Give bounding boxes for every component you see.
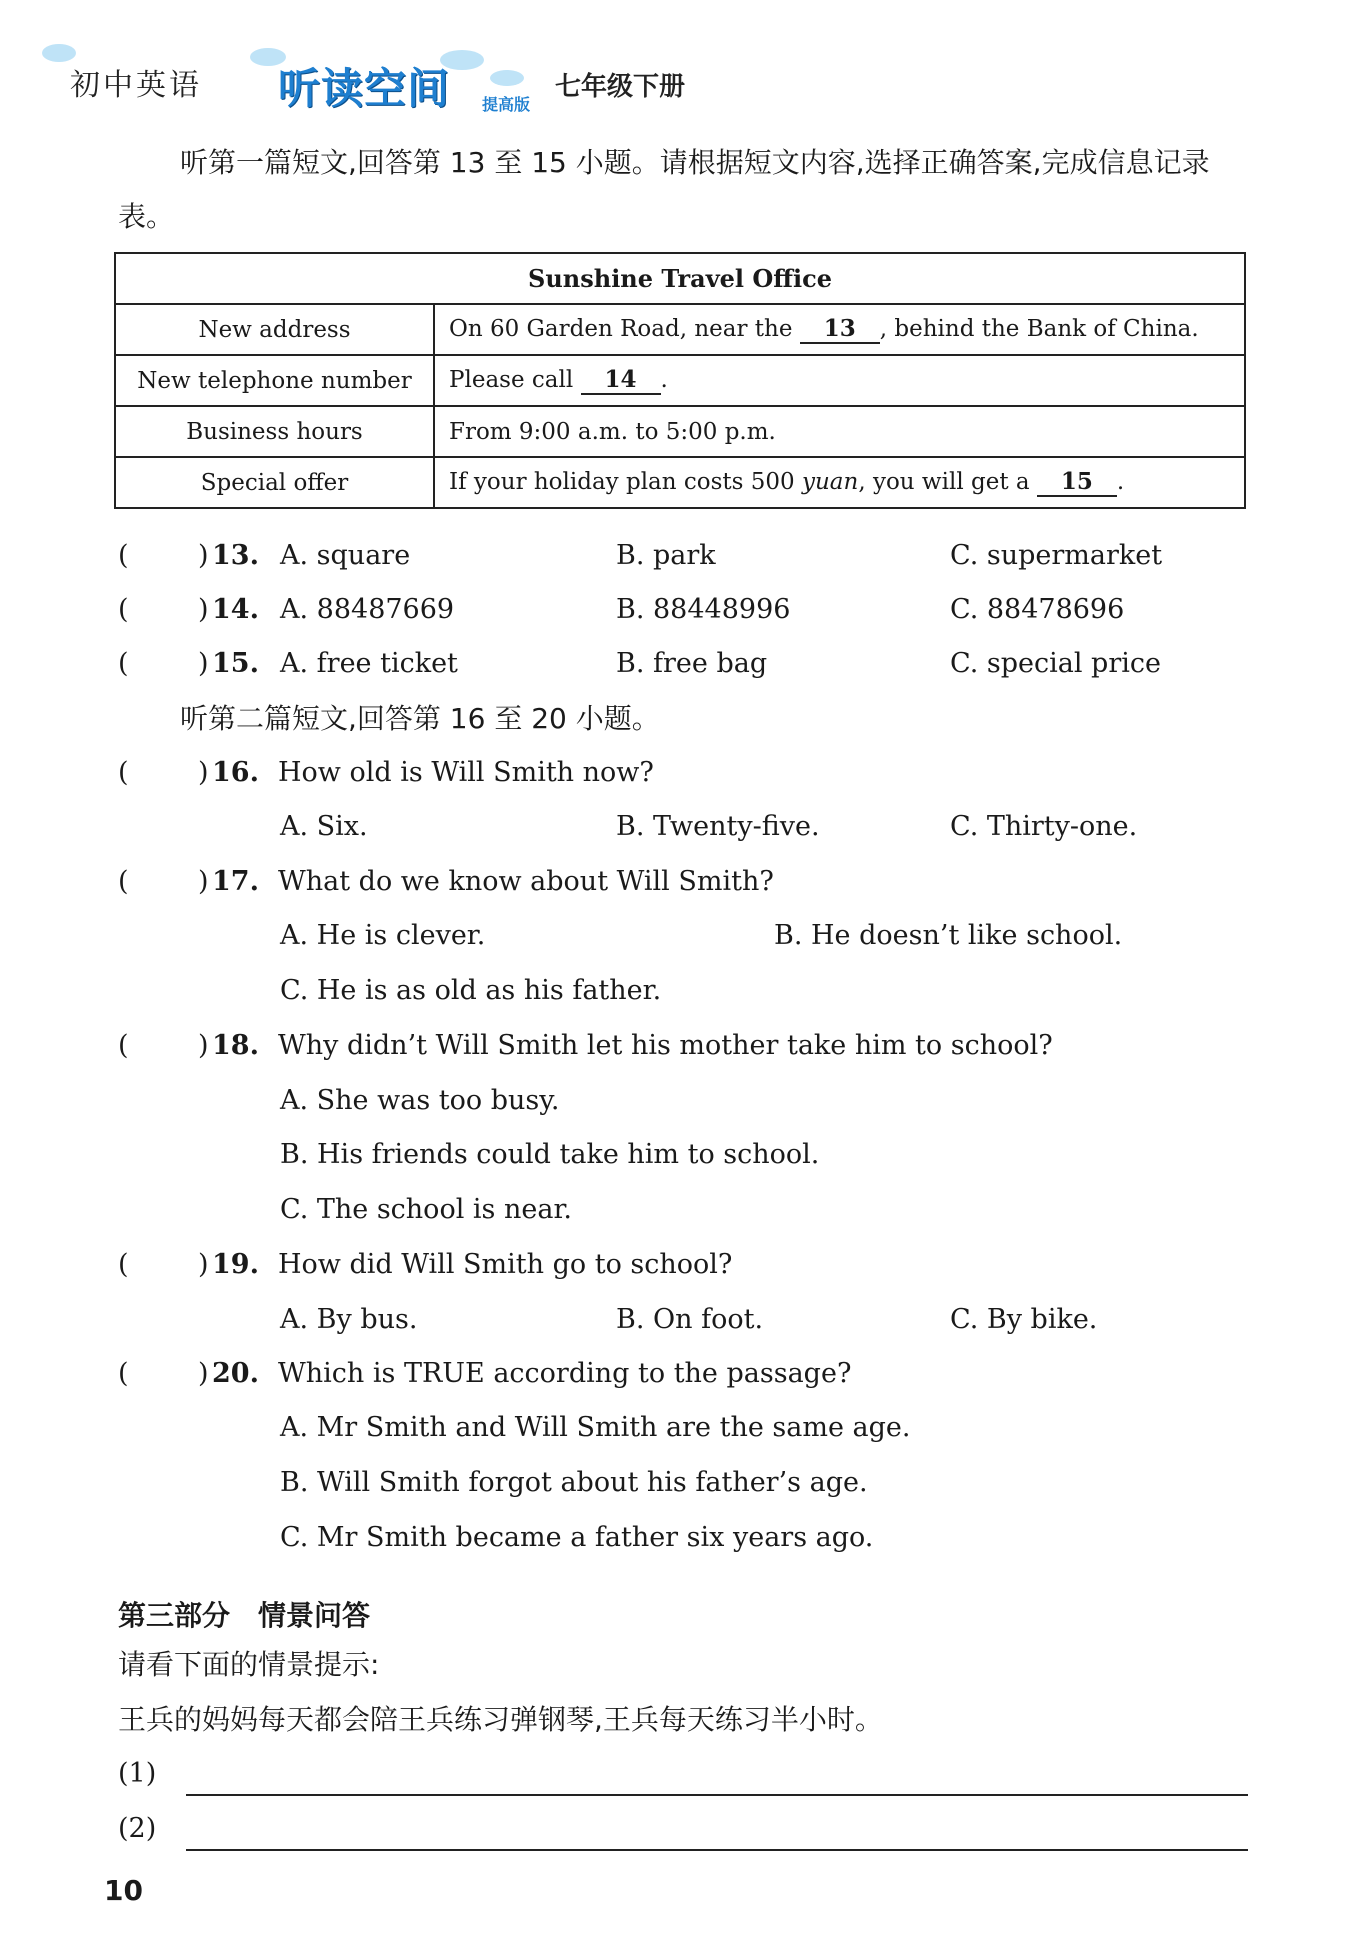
option-c[interactable]: C. He is as old as his father. <box>280 975 662 1006</box>
answer-paren-open[interactable]: ( <box>118 757 129 788</box>
question-number: 13. <box>212 540 259 571</box>
row-text: . <box>660 367 668 393</box>
option-a[interactable]: A. free ticket <box>280 648 458 679</box>
answer-paren-close: ) <box>198 1030 209 1061</box>
brand-logo: 听读空间 <box>278 64 451 113</box>
row-label: New telephone number <box>115 355 434 406</box>
table-row <box>115 304 1245 355</box>
option-c[interactable]: C. Mr Smith became a father six years ago. <box>280 1522 874 1553</box>
option-b[interactable]: B. free bag <box>616 648 768 679</box>
row-label: Special offer <box>115 457 434 508</box>
question-text: How old is Will Smith now? <box>278 757 654 788</box>
option-a[interactable]: A. 88487669 <box>280 594 455 625</box>
option-b[interactable]: B. Will Smith forgot about his father’s age. <box>280 1467 868 1498</box>
option-b[interactable]: B. park <box>616 540 716 571</box>
question-number: 18. <box>212 1030 259 1061</box>
row-text-italic: yuan <box>802 469 859 495</box>
answer-paren-close: ) <box>198 594 209 625</box>
page-header <box>50 50 750 130</box>
question-number: 20. <box>212 1358 259 1389</box>
table-row <box>115 355 1245 406</box>
option-a[interactable]: A. square <box>280 540 411 571</box>
option-b[interactable]: B. Twenty-five. <box>616 811 820 842</box>
row-value <box>434 457 1245 508</box>
row-text: . <box>1116 469 1125 495</box>
option-a[interactable]: A. She was too busy. <box>280 1085 560 1116</box>
line-label: (1) <box>118 1758 157 1789</box>
option-c[interactable]: C. The school is near. <box>280 1194 572 1225</box>
question-text: What do we know about Will Smith? <box>278 866 774 897</box>
option-a[interactable]: A. Six. <box>280 811 368 842</box>
question-text: Which is TRUE according to the passage? <box>278 1358 852 1389</box>
row-value: From 9:00 a.m. to 5:00 p.m. <box>434 406 1245 457</box>
series-title: 初中英语 <box>70 68 202 103</box>
row-value <box>434 304 1245 355</box>
answer-paren-close: ) <box>198 866 209 897</box>
question-text: How did Will Smith go to school? <box>278 1249 733 1280</box>
answer-paren-open[interactable]: ( <box>118 540 129 571</box>
row-text: Please call <box>449 367 574 393</box>
option-a[interactable]: A. Mr Smith and Will Smith are the same age. <box>280 1412 911 1443</box>
cloud-decoration <box>490 70 524 86</box>
question-number: 19. <box>212 1249 259 1280</box>
answer-paren-open[interactable]: ( <box>118 1358 129 1389</box>
answer-blank-15[interactable]: 15 <box>1037 468 1117 497</box>
question-number: 15. <box>212 648 259 679</box>
instruction-passage-1: 听第一篇短文,回答第 13 至 15 小题。请根据短文内容,选择正确答案,完成信息记录表。 <box>118 146 1210 233</box>
info-table <box>114 252 1246 509</box>
row-text: If your holiday plan costs 500 <box>449 469 795 495</box>
edition-label: 提高版 <box>482 95 531 114</box>
answer-paren-close: ) <box>198 1358 209 1389</box>
option-c[interactable]: C. special price <box>950 648 1161 679</box>
question-number: 14. <box>212 594 259 625</box>
option-b[interactable]: B. 88448996 <box>616 594 791 625</box>
row-label: New address <box>115 304 434 355</box>
answer-blank-14[interactable]: 14 <box>581 366 661 395</box>
answer-line-1 <box>118 1758 156 1789</box>
row-label: Business hours <box>115 406 434 457</box>
option-c[interactable]: C. 88478696 <box>950 594 1125 625</box>
option-b[interactable]: B. He doesn’t like school. <box>774 920 1123 951</box>
table-row <box>115 457 1245 508</box>
option-b[interactable]: B. His friends could take him to school. <box>280 1139 820 1170</box>
table-row <box>115 406 1245 457</box>
page-number: 10 <box>104 1874 143 1907</box>
option-c[interactable]: C. supermarket <box>950 540 1163 571</box>
table-title: Sunshine Travel Office <box>115 253 1245 304</box>
question-number: 16. <box>212 757 259 788</box>
option-a[interactable]: A. He is clever. <box>280 920 486 951</box>
answer-paren-open[interactable]: ( <box>118 1249 129 1280</box>
option-b[interactable]: B. On foot. <box>616 1304 764 1335</box>
answer-paren-close: ) <box>198 1249 209 1280</box>
option-a[interactable]: A. By bus. <box>280 1304 418 1335</box>
answer-paren-open[interactable]: ( <box>118 594 129 625</box>
answer-paren-close: ) <box>198 757 209 788</box>
answer-paren-open[interactable]: ( <box>118 648 129 679</box>
scenario-prompt: 请看下面的情景提示: <box>118 1648 380 1681</box>
question-number: 17. <box>212 866 259 897</box>
instruction-passage-2: 听第二篇短文,回答第 16 至 20 小题。 <box>180 702 660 735</box>
answer-paren-open[interactable]: ( <box>118 1030 129 1061</box>
row-text: , you will get a <box>858 469 1030 495</box>
answer-paren-close: ) <box>198 648 209 679</box>
section-title: 第三部分 情景问答 <box>118 1599 371 1632</box>
answer-paren-open[interactable]: ( <box>118 866 129 897</box>
answer-paren-close: ) <box>198 540 209 571</box>
row-text: On 60 Garden Road, near the <box>449 316 793 342</box>
answer-line-2 <box>118 1813 156 1844</box>
row-text: , behind the Bank of China. <box>879 316 1199 342</box>
answer-line-input[interactable] <box>186 1794 1248 1796</box>
scenario-text: 王兵的妈妈每天都会陪王兵练习弹钢琴,王兵每天练习半小时。 <box>118 1703 883 1736</box>
grade-label: 七年级下册 <box>555 72 686 102</box>
question-text: Why didn’t Will Smith let his mother take him to school? <box>278 1030 1053 1061</box>
row-value <box>434 355 1245 406</box>
answer-line-input[interactable] <box>186 1849 1248 1851</box>
option-c[interactable]: C. Thirty-one. <box>950 811 1138 842</box>
line-label: (2) <box>118 1813 157 1844</box>
option-c[interactable]: C. By bike. <box>950 1304 1098 1335</box>
answer-blank-13[interactable]: 13 <box>800 315 880 344</box>
